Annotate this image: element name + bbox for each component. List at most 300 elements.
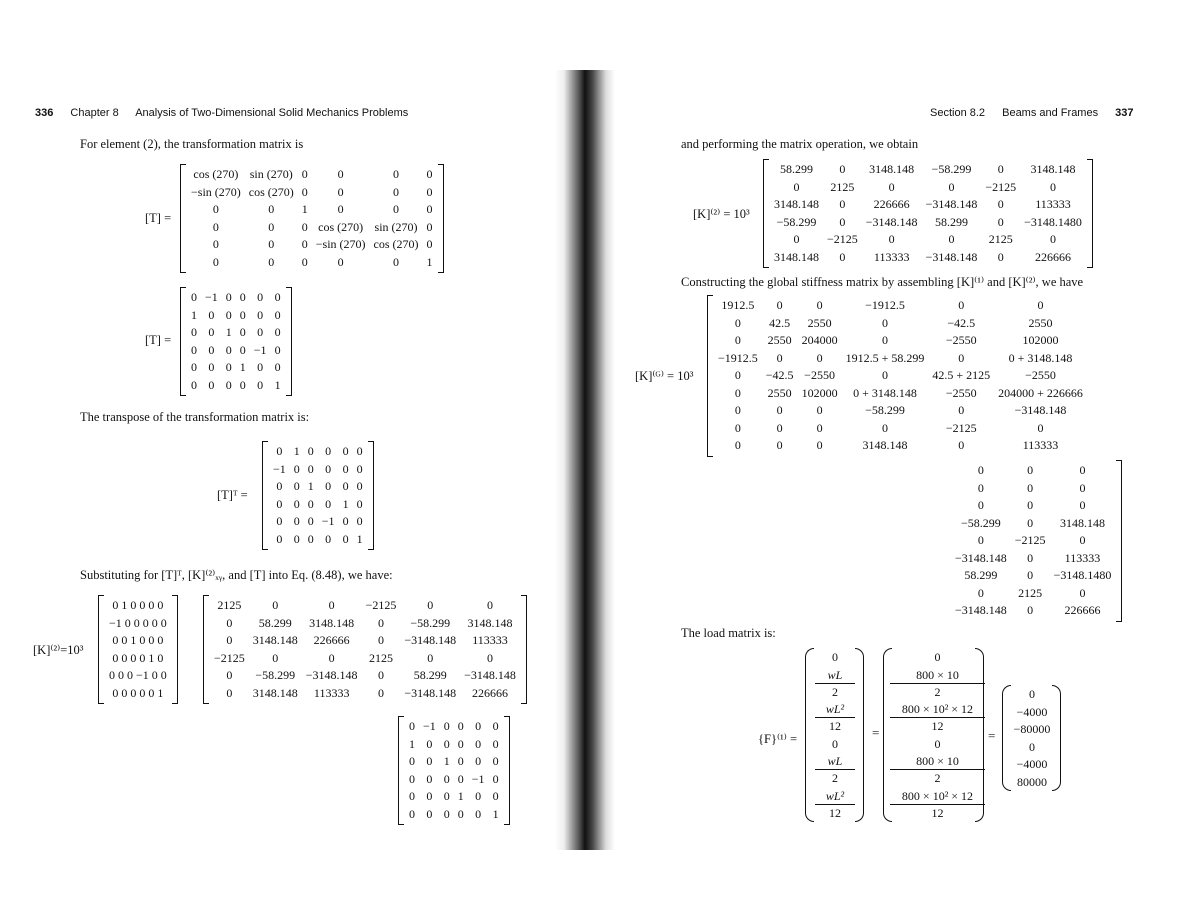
T-again-matrix	[398, 716, 510, 825]
matrix-entry: 0	[239, 342, 246, 357]
matrix-entry: 0	[977, 533, 984, 548]
matrix-entry: 0 0 0 0 0 1	[112, 685, 164, 700]
matrix-entry: 0	[958, 350, 965, 365]
transpose-text: The transpose of the transformation matrix is:	[80, 410, 310, 424]
load-value: −80000	[1013, 722, 1051, 736]
Kxy-row	[210, 632, 520, 650]
matrix-entry: 0	[307, 444, 314, 459]
Kxy-row	[210, 597, 520, 615]
KG-right-grid	[951, 462, 1115, 620]
matrix-entry: 0	[276, 479, 283, 494]
matrix-entry: 0	[881, 368, 888, 383]
T-again-row	[405, 736, 503, 754]
TT-row	[269, 461, 367, 479]
KG-right-row	[951, 602, 1115, 620]
matrix-entry: −42.5	[947, 315, 976, 330]
matrix-entry: −2550	[945, 333, 977, 348]
load-value: 80000	[1017, 774, 1047, 789]
matrix-entry: 0	[426, 736, 433, 751]
matrix-entry: 0	[816, 420, 823, 435]
TT-compact-row	[105, 615, 171, 633]
T-numeric-row	[187, 324, 285, 342]
matrix-entry: 0	[977, 463, 984, 478]
chapter-title: Analysis of Two-Dimensional Solid Mechanics Problems	[135, 107, 409, 119]
TT-label: [T]ᵀ =	[217, 488, 248, 502]
matrix-entry: 113333	[873, 249, 910, 264]
load-value: −4000	[1016, 704, 1048, 719]
matrix-entry: cos (270)	[318, 219, 364, 234]
K2-row	[770, 214, 1086, 232]
matrix-entry: 0	[734, 333, 741, 348]
TT-row	[269, 443, 367, 461]
fraction-numerator: wL	[815, 753, 855, 770]
KG-left-row	[714, 385, 1087, 403]
matrix-entry: 1	[293, 444, 300, 459]
matrix-entry: 1	[301, 202, 308, 217]
matrix-entry: −3148.148	[925, 197, 978, 212]
fraction-denominator: 2	[832, 771, 838, 785]
T-again-row	[405, 718, 503, 736]
matrix-entry: 0	[426, 219, 433, 234]
equals-sign-2: =	[988, 728, 996, 743]
matrix-entry: −1	[253, 342, 267, 357]
matrix-entry: 0	[208, 360, 215, 375]
T-again-row	[405, 753, 503, 771]
matrix-entry: 0	[342, 514, 349, 529]
matrix-entry: sin (270)	[374, 219, 418, 234]
chapter-label: Chapter 8	[70, 107, 119, 119]
matrix-entry: 0	[1027, 550, 1034, 565]
matrix-entry: 2125	[368, 650, 393, 665]
matrix-entry: 0	[377, 668, 384, 683]
matrix-entry: −1	[273, 461, 286, 476]
matrix-entry: 0	[212, 202, 219, 217]
TT-compact-row	[105, 597, 171, 615]
matrix-entry: 0	[443, 771, 450, 786]
matrix-entry: 0	[776, 403, 783, 418]
assemble-text: Constructing the global stiffness matrix by assembling [K]⁽¹⁾ and [K]⁽²⁾, we have	[681, 275, 1084, 289]
matrix-entry: 0	[356, 444, 363, 459]
matrix-entry: 2550	[767, 333, 792, 348]
matrix-entry: 3148.148	[1059, 515, 1105, 530]
matrix-entry: 0	[257, 290, 264, 305]
T-label: [T] =	[145, 211, 172, 225]
F-values-right-brace	[1052, 685, 1061, 791]
matrix-entry: 0 0 1 0 0 0	[112, 633, 164, 648]
matrix-entry: 1	[409, 736, 415, 751]
matrix-entry: 0	[839, 214, 846, 229]
matrix-entry: 0	[457, 719, 464, 734]
matrix-entry: 2125	[988, 232, 1013, 247]
matrix-entry: 0	[268, 219, 275, 234]
matrix-entry: −1	[471, 771, 485, 786]
matrix-entry: −3148.148	[955, 603, 1007, 618]
matrix-entry: 0	[457, 806, 464, 821]
fraction-numerator: 800 × 10	[890, 753, 985, 770]
TT-row	[269, 513, 367, 531]
matrix-entry: cos (270)	[248, 184, 294, 199]
matrix-entry: 0	[997, 197, 1004, 212]
matrix-entry: 0 0 0 −1 0 0	[109, 668, 167, 683]
TT-row	[269, 496, 367, 514]
matrix-entry: 0	[356, 479, 363, 494]
matrix-entry: 0	[208, 325, 215, 340]
matrix-entry: 0	[226, 615, 233, 630]
matrix-entry: 0	[1027, 568, 1034, 583]
TT-compact-row	[105, 667, 171, 685]
matrix-entry: −3148.148	[925, 249, 978, 264]
Kxy-row	[210, 685, 520, 703]
K2-row	[770, 249, 1086, 267]
matrix-entry: −2125	[365, 598, 397, 613]
K2-row	[770, 161, 1086, 179]
matrix-entry: 0	[257, 377, 264, 392]
matrix-entry: 0	[958, 403, 965, 418]
matrix-entry: 0	[492, 771, 499, 786]
matrix-entry: 0	[293, 479, 300, 494]
matrix-entry: 0	[239, 290, 246, 305]
matrix-entry: 0	[257, 360, 264, 375]
matrix-entry: 0	[337, 184, 344, 199]
matrix-entry: 0	[274, 325, 281, 340]
T-numeric-label: [T] =	[145, 333, 172, 347]
section-label: Section 8.2	[930, 107, 986, 119]
matrix-entry: 1	[225, 325, 232, 340]
matrix-entry: −58.299	[961, 515, 1001, 530]
matrix-entry: 0	[492, 719, 499, 734]
F-subst-column	[890, 649, 985, 822]
matrix-entry: 0	[325, 531, 332, 546]
T-again-row	[405, 806, 503, 824]
matrix-entry: −2125	[1014, 533, 1046, 548]
matrix-entry: 0	[342, 461, 349, 476]
matrix-entry: 0	[776, 298, 783, 313]
matrix-entry: 0	[816, 350, 823, 365]
matrix-entry: 0	[239, 377, 246, 392]
matrix-entry: −sin (270)	[191, 184, 241, 199]
matrix-entry: 0	[881, 333, 888, 348]
matrix-entry: 0	[1027, 480, 1034, 495]
matrix-entry: 0	[393, 184, 400, 199]
matrix-entry: 0	[257, 325, 264, 340]
matrix-entry: 0	[1050, 179, 1057, 194]
matrix-entry: 1912.5 + 58.299	[845, 350, 925, 365]
matrix-entry: 0	[225, 342, 232, 357]
matrix-entry: 0	[997, 214, 1004, 229]
matrix-entry: 0	[342, 444, 349, 459]
matrix-entry: 1	[274, 377, 281, 392]
fraction-numerator: wL²	[815, 788, 855, 805]
right-page-number: 337	[1115, 107, 1134, 119]
fraction-numerator: wL²	[815, 701, 855, 718]
matrix-entry: 0	[307, 514, 314, 529]
matrix-entry: 0	[475, 789, 482, 804]
matrix-entry: 0	[734, 403, 741, 418]
load-value: 0	[1029, 687, 1035, 701]
Kxy-row	[210, 615, 520, 633]
matrix-entry: 113333	[1035, 197, 1071, 212]
matrix-entry: 2125	[217, 598, 242, 613]
matrix-entry: −3148.1480	[1053, 568, 1112, 583]
matrix-entry: 113333	[313, 685, 350, 700]
matrix-entry: −1	[205, 290, 218, 305]
matrix-entry: 0	[191, 342, 197, 357]
matrix-entry: 0	[325, 479, 332, 494]
KG-right-row	[951, 567, 1115, 585]
T-again-grid	[405, 718, 503, 823]
matrix-entry: 0	[328, 650, 335, 665]
matrix-entry: 0	[393, 254, 400, 269]
matrix-entry: 0	[274, 342, 281, 357]
matrix-entry: 0	[426, 167, 433, 182]
vector-entry: 0	[832, 650, 838, 664]
TT-compact-grid	[105, 597, 171, 702]
matrix-entry: 0	[325, 461, 332, 476]
fraction-numerator: wL	[815, 667, 855, 684]
matrix-entry: −1912.5	[865, 298, 905, 313]
matrix-entry: −3148.148	[1014, 403, 1067, 418]
matrix-entry: −58.299	[931, 162, 972, 177]
matrix-entry: 0	[457, 736, 464, 751]
matrix-entry: 0	[734, 385, 741, 400]
matrix-entry: 0	[776, 438, 783, 453]
T-numeric-row	[187, 377, 285, 395]
matrix-entry: 0	[307, 531, 314, 546]
matrix-entry: 0	[816, 298, 823, 313]
matrix-entry: 0	[839, 162, 846, 177]
matrix-entry: −58.299	[776, 214, 817, 229]
matrix-entry: 0	[328, 598, 335, 613]
matrix-entry: 204000	[801, 333, 838, 348]
matrix-entry: 0	[268, 202, 275, 217]
fraction-denominator: 12	[931, 805, 944, 820]
matrix-entry: 58.299	[780, 162, 813, 177]
matrix-entry: −1	[423, 719, 436, 734]
matrix-entry: 1	[492, 806, 499, 821]
matrix-entry: 0	[225, 360, 232, 375]
matrix-entry: 226666	[1064, 603, 1101, 618]
matrix-entry: 0	[793, 179, 800, 194]
matrix-entry: 0	[1037, 420, 1044, 435]
TT-compact-row	[105, 685, 171, 703]
fraction-numerator: 800 × 10² × 12	[890, 701, 985, 718]
matrix-entry: 58.299	[258, 615, 292, 630]
matrix-entry: −3148.148	[305, 668, 358, 683]
matrix-entry: 0	[293, 496, 300, 511]
TT-compact-row	[105, 650, 171, 668]
fraction-numerator: 800 × 10	[890, 667, 985, 684]
matrix-entry: 0	[377, 633, 384, 648]
Kxy-row	[210, 650, 520, 668]
matrix-entry: 0	[272, 598, 279, 613]
vector-entry: 0	[934, 736, 941, 751]
matrix-entry: 0	[301, 254, 308, 269]
matrix-entry: 0	[337, 167, 344, 182]
matrix-entry: 0	[958, 438, 965, 453]
TT-row	[269, 478, 367, 496]
matrix-entry: 0	[377, 615, 384, 630]
matrix-entry: 0	[948, 232, 955, 247]
matrix-entry: 0	[492, 789, 499, 804]
matrix-entry: 0	[977, 498, 984, 513]
matrix-entry: 0	[426, 202, 433, 217]
KG-left-row	[714, 297, 1087, 315]
matrix-entry: sin (270)	[249, 167, 293, 182]
T-symbolic-grid	[187, 166, 437, 271]
matrix-entry: −2125	[214, 650, 245, 665]
matrix-entry: 1	[239, 360, 246, 375]
T-numeric-row	[187, 359, 285, 377]
T-symbolic-row	[187, 166, 437, 184]
TT-row	[269, 531, 367, 549]
matrix-entry: −3148.148	[404, 685, 457, 700]
matrix-entry: 0	[427, 598, 434, 613]
vector-entry: 0	[934, 650, 941, 664]
matrix-entry: 0	[881, 315, 888, 330]
matrix-entry: 204000 + 226666	[998, 385, 1083, 400]
matrix-entry: 0	[426, 771, 433, 786]
fraction-denominator: 12	[829, 805, 841, 820]
matrix-entry: 0	[377, 685, 384, 700]
matrix-entry: 0	[268, 254, 275, 269]
T-numeric-matrix	[180, 287, 292, 396]
matrix-entry: 58.299	[413, 668, 447, 683]
matrix-entry: 0	[443, 806, 450, 821]
matrix-entry: 0	[337, 254, 344, 269]
matrix-entry: 226666	[1035, 249, 1072, 264]
matrix-entry: 0	[776, 350, 783, 365]
matrix-entry: 0	[1027, 515, 1034, 530]
matrix-entry: 0	[274, 360, 281, 375]
matrix-entry: 0	[293, 461, 300, 476]
matrix-entry: 0	[409, 771, 415, 786]
matrix-entry: 0	[301, 237, 308, 252]
matrix-entry: 0	[208, 342, 215, 357]
matrix-entry: 1	[342, 496, 349, 511]
matrix-entry: −2125	[985, 179, 1017, 194]
matrix-entry: 0	[276, 531, 283, 546]
matrix-entry: 42.5	[769, 315, 791, 330]
K2-row	[770, 196, 1086, 214]
matrix-entry: −3148.148	[865, 214, 918, 229]
matrix-entry: 0	[487, 650, 494, 665]
vector-entry: 0	[832, 736, 838, 751]
matrix-entry: 113333	[1022, 438, 1059, 453]
T-numeric-row	[187, 342, 285, 360]
matrix-entry: 2125	[1018, 585, 1043, 600]
matrix-entry: 0	[301, 167, 308, 182]
section-title: Beams and Frames	[1002, 107, 1099, 119]
matrix-entry: −3148.148	[955, 550, 1007, 565]
matrix-entry: 58.299	[934, 214, 968, 229]
matrix-entry: 0	[225, 290, 232, 305]
matrix-entry: 0	[816, 403, 823, 418]
matrix-entry: −3148.148	[404, 633, 457, 648]
matrix-entry: 3148.148	[869, 162, 915, 177]
T-again-row	[405, 788, 503, 806]
matrix-entry: −sin (270)	[315, 237, 366, 252]
matrix-entry: 0	[734, 420, 741, 435]
matrix-entry: 0	[487, 598, 494, 613]
matrix-entry: 0	[274, 290, 281, 305]
right-running-head	[930, 107, 1148, 119]
matrix-entry: 0	[393, 167, 400, 182]
matrix-entry: 0	[1037, 298, 1044, 313]
left-running-head	[35, 107, 422, 119]
matrix-entry: 2125	[830, 179, 855, 194]
F-symbolic-right-brace	[855, 648, 864, 822]
matrix-entry: 0	[208, 307, 215, 322]
matrix-entry: 0	[426, 754, 433, 769]
intro-text: For element (2), the transformation matrix is	[80, 137, 304, 151]
T-numeric-grid	[187, 289, 285, 394]
matrix-entry: 0	[239, 307, 246, 322]
matrix-entry: 0	[881, 420, 888, 435]
K2-result-matrix	[763, 159, 1093, 268]
matrix-entry: 0	[734, 368, 741, 383]
T-numeric-row	[187, 307, 285, 325]
matrix-entry: 0	[457, 754, 464, 769]
Kxy-matrix	[203, 595, 527, 704]
matrix-entry: 0	[475, 736, 482, 751]
TT-grid	[269, 443, 367, 548]
load-text: The load matrix is:	[681, 626, 776, 640]
equals-sign-1: =	[872, 725, 880, 740]
K2-row	[770, 231, 1086, 249]
load-value: 0	[1029, 739, 1035, 754]
matrix-entry: 1	[307, 479, 314, 494]
matrix-entry: 0	[977, 480, 984, 495]
fraction-denominator: 2	[934, 684, 941, 699]
KG-right-row	[951, 515, 1115, 533]
K2-grid	[770, 161, 1086, 266]
matrix-entry: 0	[307, 496, 314, 511]
matrix-entry: 0	[409, 719, 415, 734]
matrix-entry: −3148.1480	[1024, 214, 1082, 229]
matrix-entry: 0	[342, 479, 349, 494]
matrix-entry: 0	[191, 360, 197, 375]
matrix-entry: 0	[274, 307, 281, 322]
matrix-entry: 0	[276, 496, 283, 511]
KG-left-row	[714, 437, 1087, 455]
KG-right-row	[951, 532, 1115, 550]
matrix-entry: 0	[191, 290, 197, 305]
KG-right-row	[951, 497, 1115, 515]
K2-product-label: [K]⁽²⁾=10³	[33, 643, 84, 657]
matrix-entry: 102000	[1022, 333, 1059, 348]
matrix-entry: 0	[997, 249, 1004, 264]
matrix-entry: 0	[409, 806, 415, 821]
matrix-entry: 2550	[807, 315, 832, 330]
T-symbolic-row	[187, 236, 437, 254]
matrix-entry: 0	[1027, 463, 1034, 478]
T-symbolic-row	[187, 201, 437, 219]
K2-row	[770, 179, 1086, 197]
matrix-entry: 3148.148	[1030, 162, 1076, 177]
matrix-entry: cos (270)	[373, 237, 419, 252]
matrix-entry: 0	[225, 377, 232, 392]
KG-left-row	[714, 420, 1087, 438]
fraction-denominator: 12	[829, 719, 841, 733]
T-numeric-row	[187, 289, 285, 307]
T-symbolic-row	[187, 219, 437, 237]
matrix-entry: 0	[226, 633, 233, 648]
F-label: {F}⁽¹⁾ =	[758, 732, 798, 746]
matrix-entry: 0	[342, 531, 349, 546]
KG-left-grid	[714, 297, 1087, 455]
matrix-entry: 0	[226, 668, 233, 683]
matrix-entry: 0	[409, 754, 415, 769]
